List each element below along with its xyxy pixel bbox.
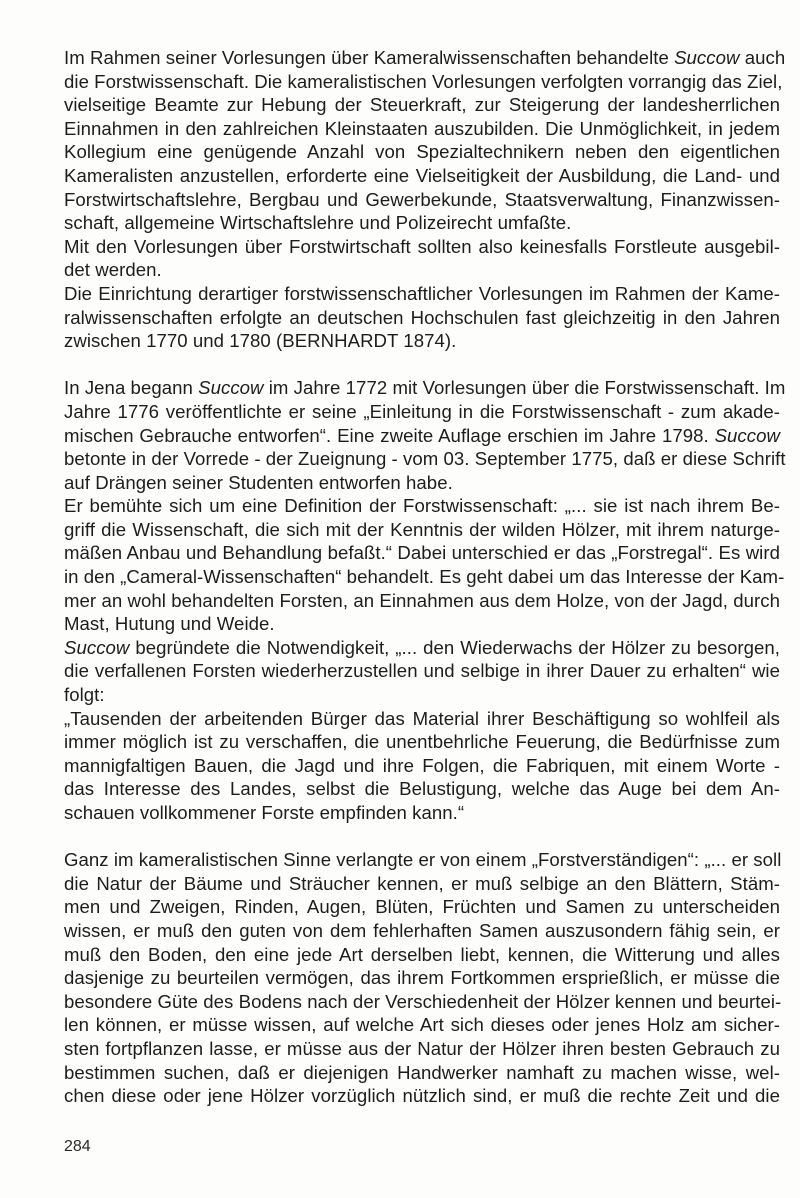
text-line: die Natur der Bäume und Sträucher kennen, er muß selbige an den Blättern, Stäm- (64, 872, 780, 894)
text-line: Ganz im kameralistischen Sinne verlangte er von einem „Forstverständigen“: „... er soll (64, 849, 782, 871)
text-line: dasjenige zu beurteilen vermögen, das ihrem Fortkommen ersprießlich, er müsse die (64, 967, 780, 989)
text-line: Er bemühte sich um eine Definition der Forstwissenschaft: „... sie ist nach ihrem Be- (64, 495, 780, 517)
text-line: Kollegium eine genügende Anzahl von Spezialtechnikern neben den eigentlichen (64, 141, 780, 163)
text-line: in den „Cameral-Wissenschaften“ behandelt. Es geht dabei um das Interesse der Kam- (64, 566, 785, 588)
text-line: bestimmen suchen, daß er diejenigen Handwerker namhaft zu machen wisse, wel- (64, 1061, 780, 1083)
page-number: 284 (64, 1138, 91, 1155)
text-line: muß den Boden, den eine jede Art derselben liebt, kennen, die Witterung und alles (64, 943, 780, 965)
text-line: besondere Güte des Bodens nach der Verschiedenheit der Hölzer kennen und beurtei- (64, 990, 782, 1012)
text-line: Mit den Vorlesungen über Forstwirtschaft sollten also keinesfalls Forstleute ausgebil- (64, 235, 780, 257)
text-line: schaft, allgemeine Wirtschaftslehre und Polizeirecht umfaßte. (64, 212, 572, 234)
text-line: die Forstwissenschaft. Die kameralistischen Vorlesungen verfolgten vorrangig das Ziel, (64, 70, 783, 92)
text-line: In Jena begann Succow im Jahre 1772 mit Vorlesungen über die Forstwissenschaft. Im (64, 377, 786, 399)
text-line: auf Drängen seiner Studenten entworfen habe. (64, 471, 453, 493)
text-line: sten fortpflanzen lasse, er müsse aus der Natur der Hölzer ihren besten Gebrauch zu (64, 1037, 780, 1059)
text-line: immer möglich ist zu verschaffen, die unentbehrliche Feuerung, die Bedürfnisse zum (64, 731, 780, 753)
paragraph-p5 (64, 494, 785, 636)
text-line: det werden. (64, 259, 162, 281)
text-line: mäßen Anbau und Behandlung befaßt.“ Dabei unterschied er das „Forstregal“. Es wird (64, 542, 780, 564)
body-text (64, 46, 786, 1108)
text-line: betonte in der Vorrede - der Zueignung - vom 03. September 1775, daß er diese Schrift (64, 448, 786, 470)
paragraph-p6 (64, 636, 780, 707)
text-line: chen diese oder jene Hölzer vorzüglich nützlich sind, er muß die rechte Zeit und die (64, 1085, 780, 1107)
italic-name: Succow (714, 424, 780, 446)
text-line: mischen Gebrauche entworfen“. Eine zweite Auflage erschien im Jahre 1798. Succow (64, 424, 780, 446)
text-line: Kameralisten anzustellen, erforderte eine Vielseitigkeit der Ausbildung, die Land- und (64, 164, 780, 186)
text-line: mannigfaltigen Bauen, die Jagd und ihre Folgen, die Fabriquen, mit einem Worte - (64, 754, 780, 776)
text-line: Succow begründete die Notwendigkeit, „... den Wiederwachs der Hölzer zu besorgen, (64, 636, 780, 658)
paragraph-p1 (64, 46, 786, 235)
italic-name: Succow (64, 636, 130, 658)
text-line: Die Einrichtung derartiger forstwissenschaftlicher Vorlesungen im Rahmen der Kame- (64, 282, 780, 304)
text-line: mer an wohl behandelten Forsten, an Einnahmen aus dem Holze, von der Jagd, durch (64, 589, 780, 611)
text-line: Mast, Hutung und Weide. (64, 613, 275, 635)
paragraph-gap (64, 353, 780, 377)
paragraph-p8 (64, 848, 780, 1108)
text-line: das Interesse des Landes, selbst die Belustigung, welche das Auge bei dem An- (64, 778, 780, 800)
text-line: schauen vollkommener Forste empfinden kann.“ (64, 802, 465, 823)
paragraph-p7 (64, 707, 780, 825)
text-line: griff die Wissenschaft, die sich mit der Kenntnis der wilden Hölzer, mit ihrem naturge- (64, 518, 780, 540)
text-line: wissen, er muß den guten von dem fehlerhaften Samen auszusondern fähig sein, er (64, 919, 780, 941)
text-line: len können, er müsse wissen, auf welche Art sich dieses oder jenes Holz am sicher- (64, 1014, 780, 1036)
text-line: Forstwirtschaftslehre, Bergbau und Gewerbekunde, Staatsverwaltung, Finanzwissen- (64, 188, 780, 210)
text-line: die verfallenen Forsten wiederherzustellen und selbige in ihrer Dauer zu erhalten“ wie (64, 660, 780, 682)
paragraph-p3 (64, 282, 780, 353)
paragraph-p4 (64, 376, 786, 494)
text-line: Im Rahmen seiner Vorlesungen über Kameralwissenschaften behandelte Succow auch (64, 47, 786, 68)
text-line: folgt: (64, 684, 105, 706)
paragraph-gap (64, 825, 780, 849)
text-line: vielseitige Beamte zur Hebung der Steuerkraft, zur Steigerung der landesherrlichen (64, 94, 780, 116)
paragraph-p2 (64, 235, 780, 282)
text-line: ralwissenschaften erfolgte an deutschen Hochschulen fast gleichzeitig in den Jahren (64, 306, 780, 328)
text-line: „Tausenden der arbeitenden Bürger das Material ihrer Beschäftigung so wohlfeil als (64, 707, 780, 729)
text-line: men und Zweigen, Rinden, Augen, Blüten, Früchten und Samen zu unterscheiden (64, 896, 780, 918)
text-line: zwischen 1770 und 1780 (BERNHARDT 1874). (64, 330, 457, 352)
italic-name: Succow (674, 47, 740, 68)
text-line: Jahre 1776 veröffentlichte er seine „Einleitung in die Forstwissenschaft - zum akade- (64, 400, 780, 422)
italic-name: Succow (198, 377, 264, 399)
text-line: Einnahmen in den zahlreichen Kleinstaaten auszubilden. Die Unmöglichkeit, in jedem (64, 117, 780, 139)
